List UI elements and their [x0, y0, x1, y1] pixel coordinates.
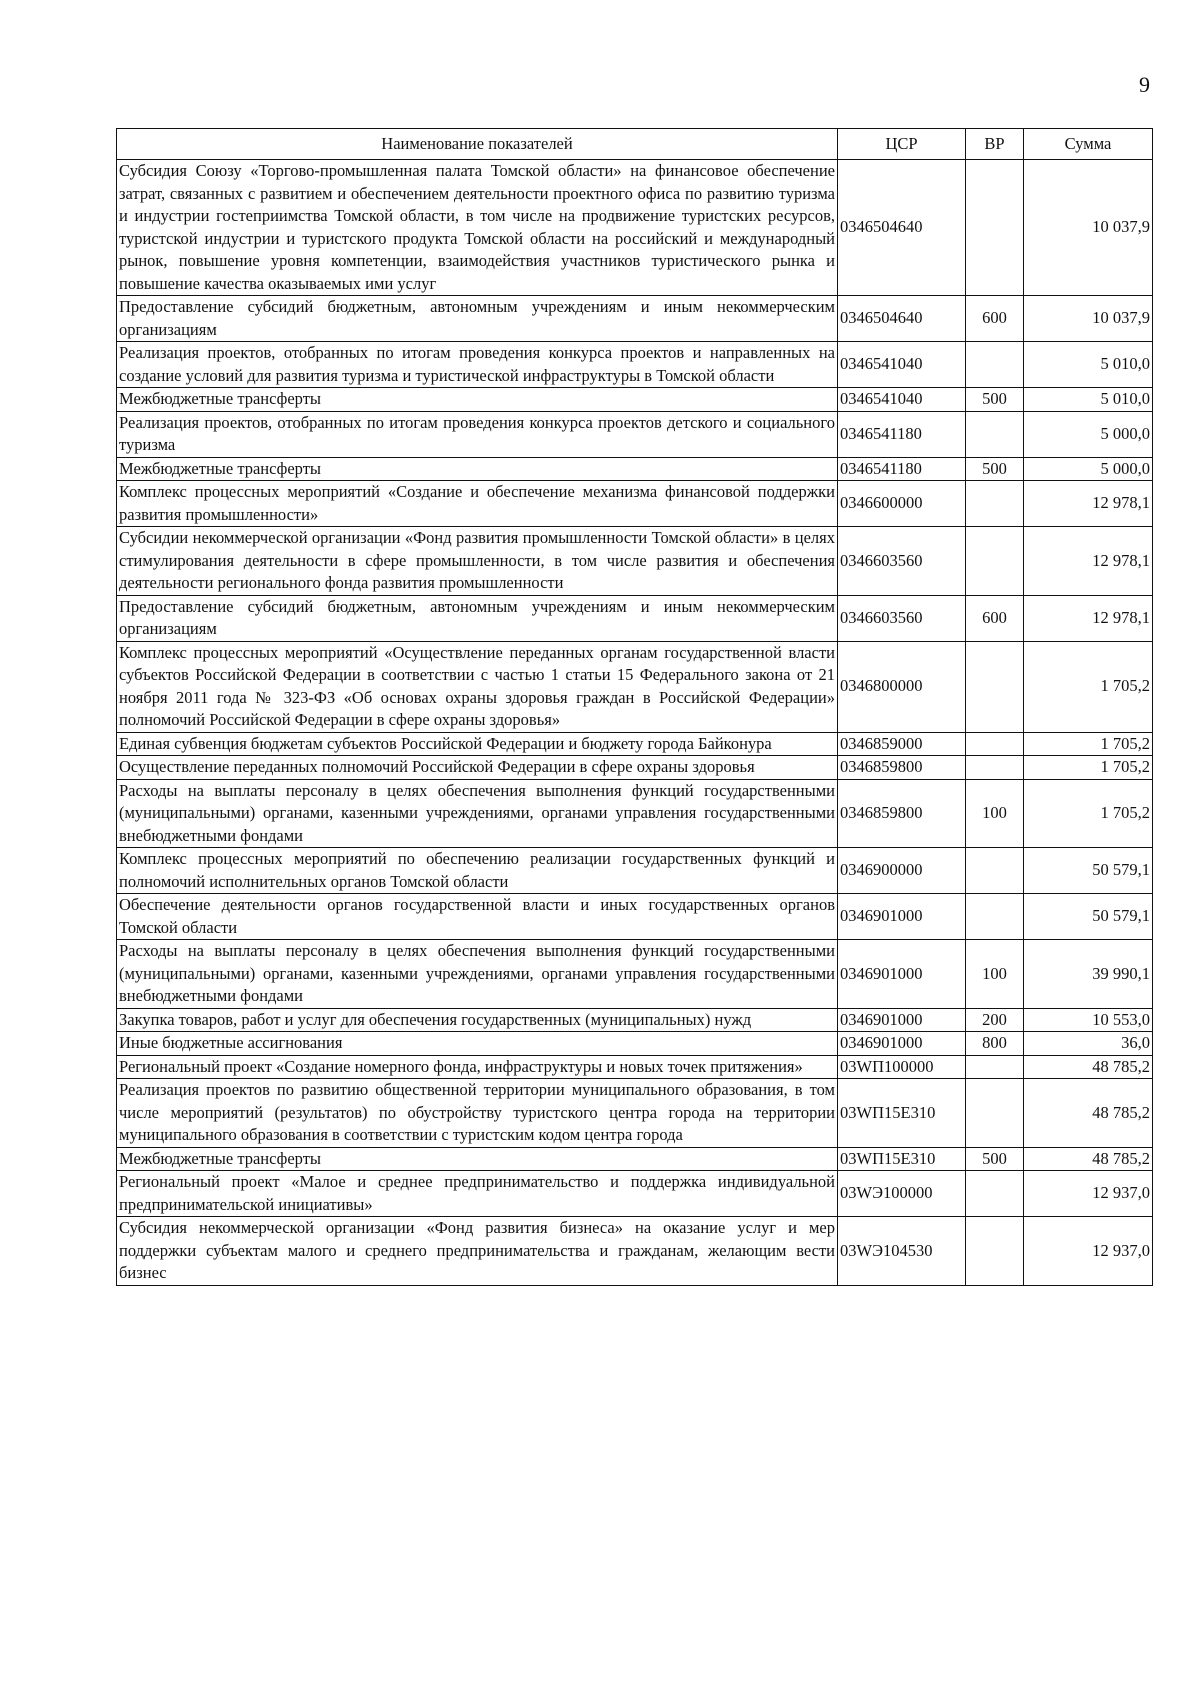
table-row [117, 940, 1153, 1009]
table-row [117, 732, 1153, 756]
table-row [117, 1147, 1153, 1171]
cell-sum: 39 990,1 [1024, 940, 1153, 1009]
cell-vr: 800 [966, 1032, 1024, 1056]
cell-csr: 0346600000 [838, 481, 966, 527]
table-row [117, 1032, 1153, 1056]
cell-vr: 500 [966, 457, 1024, 481]
cell-name: Региональный проект «Создание номерного фонда, инфраструктуры и новых точек притяжения» [117, 1055, 838, 1079]
cell-csr: 0346800000 [838, 641, 966, 732]
table-row [117, 1171, 1153, 1217]
table-row [117, 527, 1153, 596]
cell-name: Единая субвенция бюджетам субъектов Российской Федерации и бюджету города Байконура [117, 732, 838, 756]
cell-vr [966, 894, 1024, 940]
cell-name: Предоставление субсидий бюджетным, автономным учреждениям и иным некоммерческим организациям [117, 296, 838, 342]
cell-name: Расходы на выплаты персоналу в целях обеспечения выполнения функций государственными (муниципальными) органами, казенными учреждениями, органами управления государственными внебюджетными фондами [117, 779, 838, 848]
table-row [117, 388, 1153, 412]
cell-sum: 12 978,1 [1024, 527, 1153, 596]
header-sum: Сумма [1024, 129, 1153, 160]
cell-sum: 50 579,1 [1024, 894, 1153, 940]
cell-csr: 0346859800 [838, 756, 966, 780]
table-row [117, 848, 1153, 894]
header-csr: ЦСР [838, 129, 966, 160]
cell-sum: 48 785,2 [1024, 1055, 1153, 1079]
cell-csr: 0346859000 [838, 732, 966, 756]
cell-csr: 0346901000 [838, 1032, 966, 1056]
table-row [117, 595, 1153, 641]
cell-sum: 36,0 [1024, 1032, 1153, 1056]
cell-csr: 0346901000 [838, 940, 966, 1009]
cell-name: Субсидии некоммерческой организации «Фонд развития промышленности Томской области» в целях стимулирования деятельности в сфере промышленности, в том числе развития и обеспечения деятельности регионального фонда развития промышленности [117, 527, 838, 596]
cell-name: Осуществление переданных полномочий Российской Федерации в сфере охраны здоровья [117, 756, 838, 780]
table-row [117, 342, 1153, 388]
cell-sum: 5 000,0 [1024, 411, 1153, 457]
cell-sum: 5 010,0 [1024, 342, 1153, 388]
cell-name: Межбюджетные трансферты [117, 457, 838, 481]
cell-sum: 12 937,0 [1024, 1171, 1153, 1217]
cell-name: Межбюджетные трансферты [117, 1147, 838, 1171]
cell-name: Субсидия некоммерческой организации «Фонд развития бизнеса» на оказание услуг и мер поддержки субъектам малого и среднего предпринимательства и гражданам, желающим вести бизнес [117, 1217, 838, 1286]
cell-sum: 1 705,2 [1024, 756, 1153, 780]
cell-csr: 03WП100000 [838, 1055, 966, 1079]
cell-vr [966, 848, 1024, 894]
table-row [117, 411, 1153, 457]
cell-csr: 0346541180 [838, 411, 966, 457]
cell-vr: 200 [966, 1008, 1024, 1032]
header-row [117, 129, 1153, 160]
cell-sum: 48 785,2 [1024, 1147, 1153, 1171]
cell-vr [966, 1055, 1024, 1079]
cell-vr: 100 [966, 940, 1024, 1009]
table-row [117, 296, 1153, 342]
table-row [117, 160, 1153, 296]
cell-csr: 0346901000 [838, 894, 966, 940]
cell-name: Реализация проектов, отобранных по итогам проведения конкурса проектов детского и социального туризма [117, 411, 838, 457]
cell-name: Обеспечение деятельности органов государственной власти и иных государственных органов Томской области [117, 894, 838, 940]
cell-vr: 600 [966, 296, 1024, 342]
cell-csr: 03WЭ100000 [838, 1171, 966, 1217]
table-row [117, 1217, 1153, 1286]
cell-name: Региональный проект «Малое и среднее предпринимательство и поддержка индивидуальной предпринимательской инициативы» [117, 1171, 838, 1217]
cell-vr [966, 1079, 1024, 1148]
cell-vr [966, 641, 1024, 732]
table-row [117, 1079, 1153, 1148]
cell-csr: 0346603560 [838, 595, 966, 641]
cell-vr [966, 732, 1024, 756]
cell-csr: 03WП15Е310 [838, 1147, 966, 1171]
table-row [117, 1008, 1153, 1032]
cell-name: Расходы на выплаты персоналу в целях обеспечения выполнения функций государственными (муниципальными) органами, казенными учреждениями, органами управления государственными внебюджетными фондами [117, 940, 838, 1009]
cell-csr: 0346504640 [838, 160, 966, 296]
cell-sum: 48 785,2 [1024, 1079, 1153, 1148]
cell-csr: 0346541040 [838, 388, 966, 412]
cell-sum: 50 579,1 [1024, 848, 1153, 894]
cell-vr [966, 160, 1024, 296]
cell-vr [966, 756, 1024, 780]
cell-csr: 0346901000 [838, 1008, 966, 1032]
cell-sum: 10 553,0 [1024, 1008, 1153, 1032]
cell-sum: 1 705,2 [1024, 641, 1153, 732]
table-body [117, 160, 1153, 1286]
cell-csr: 03WЭ104530 [838, 1217, 966, 1286]
cell-sum: 5 000,0 [1024, 457, 1153, 481]
cell-sum: 12 978,1 [1024, 595, 1153, 641]
cell-vr: 100 [966, 779, 1024, 848]
cell-sum: 10 037,9 [1024, 296, 1153, 342]
table-row [117, 481, 1153, 527]
page-number: 9 [1139, 72, 1150, 97]
cell-sum: 10 037,9 [1024, 160, 1153, 296]
cell-sum: 12 978,1 [1024, 481, 1153, 527]
header-vr: ВР [966, 129, 1024, 160]
cell-name: Иные бюджетные ассигнования [117, 1032, 838, 1056]
cell-name: Комплекс процессных мероприятий «Осуществление переданных органам государственной власти субъектов Российской Федерации в соответствии с частью 1 статьи 15 Федерального закона от 21 ноября 2011 года № 323-ФЗ «Об основах охраны здоровья граждан в Российской Федерации» полномочий Российской Федерации в сфере охраны здоровья» [117, 641, 838, 732]
table-row [117, 457, 1153, 481]
cell-name: Реализация проектов по развитию общественной территории муниципального образования, в том числе мероприятий (результатов) по обустройству туристского центра города на территории муниципального образования в соответствии с туристским кодом центра города [117, 1079, 838, 1148]
cell-sum: 1 705,2 [1024, 732, 1153, 756]
table-row [117, 1055, 1153, 1079]
cell-vr [966, 527, 1024, 596]
cell-vr: 500 [966, 1147, 1024, 1171]
cell-sum: 12 937,0 [1024, 1217, 1153, 1286]
cell-csr: 0346504640 [838, 296, 966, 342]
table-row [117, 894, 1153, 940]
cell-vr [966, 1171, 1024, 1217]
cell-sum: 1 705,2 [1024, 779, 1153, 848]
cell-vr [966, 1217, 1024, 1286]
cell-csr: 0346541180 [838, 457, 966, 481]
table-row [117, 779, 1153, 848]
cell-csr: 0346900000 [838, 848, 966, 894]
cell-csr: 0346859800 [838, 779, 966, 848]
cell-name: Закупка товаров, работ и услуг для обеспечения государственных (муниципальных) нужд [117, 1008, 838, 1032]
cell-vr [966, 481, 1024, 527]
cell-vr: 500 [966, 388, 1024, 412]
cell-csr: 0346541040 [838, 342, 966, 388]
table-header [117, 129, 1153, 160]
header-name: Наименование показателей [117, 129, 838, 160]
cell-vr [966, 342, 1024, 388]
budget-table [116, 128, 1153, 1286]
cell-vr: 600 [966, 595, 1024, 641]
table-row [117, 641, 1153, 732]
cell-name: Комплекс процессных мероприятий «Создание и обеспечение механизма финансовой поддержки развития промышленности» [117, 481, 838, 527]
cell-csr: 0346603560 [838, 527, 966, 596]
cell-vr [966, 411, 1024, 457]
cell-csr: 03WП15Е310 [838, 1079, 966, 1148]
cell-name: Межбюджетные трансферты [117, 388, 838, 412]
cell-name: Комплекс процессных мероприятий по обеспечению реализации государственных функций и полномочий исполнительных органов Томской области [117, 848, 838, 894]
cell-sum: 5 010,0 [1024, 388, 1153, 412]
cell-name: Реализация проектов, отобранных по итогам проведения конкурса проектов и направленных на создание условий для развития туризма и туристической инфраструктуры в Томской области [117, 342, 838, 388]
cell-name: Предоставление субсидий бюджетным, автономным учреждениям и иным некоммерческим организациям [117, 595, 838, 641]
table-row [117, 756, 1153, 780]
cell-name: Субсидия Союзу «Торгово-промышленная палата Томской области» на финансовое обеспечение затрат, связанных с развитием и обеспечением деятельности проектного офиса по развитию туризма и индустрии гостеприимства Томской области, в том числе на продвижение туристских ресурсов, туристской индустрии и туристского продукта Томской области на российский и международный рынок, повышение уровня компетенции, взаимодействия участников туристического рынка и повышение качества оказываемых ими услуг [117, 160, 838, 296]
